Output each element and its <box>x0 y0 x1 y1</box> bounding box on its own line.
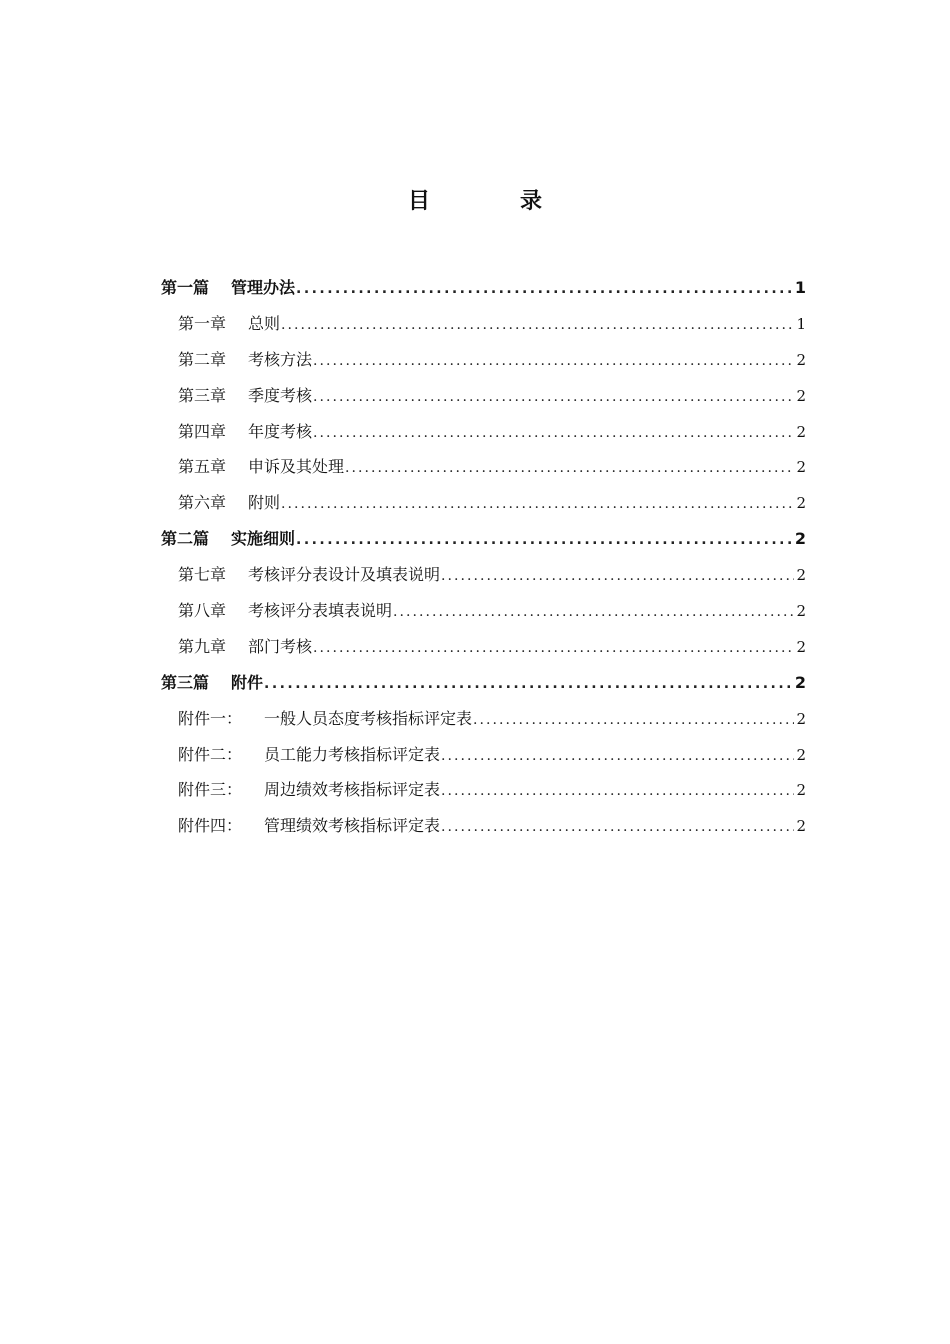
toc-entry-prefix: 第五章 <box>178 457 227 477</box>
toc-page-number: 2 <box>796 637 806 656</box>
toc-page-number: 2 <box>796 745 806 764</box>
toc-entry-title: 考核评分表设计及填表说明 <box>248 565 441 585</box>
toc-page-number: 2 <box>796 458 806 477</box>
toc-entry-title: 总则 <box>248 313 281 333</box>
dot-leader <box>473 703 794 739</box>
toc-entry-prefix: 第三篇 <box>161 672 210 692</box>
toc-entry-title: 员工能力考核指标评定表 <box>264 744 441 764</box>
toc-page-number: 1 <box>796 314 806 333</box>
toc-entry-prefix: 附件四： <box>178 816 243 836</box>
toc-entry-title: 季度考核 <box>248 385 313 405</box>
toc-entry-prefix: 附件一： <box>178 708 243 728</box>
toc-entry-title: 实施细则 <box>231 529 296 549</box>
toc-entry-prefix: 第一章 <box>178 313 227 333</box>
toc-page-number: 2 <box>794 672 806 692</box>
toc-entry-prefix: 附件三： <box>178 780 243 800</box>
toc-entry-title: 考核评分表填表说明 <box>248 601 393 621</box>
toc-page-number: 2 <box>796 709 806 728</box>
dot-leader <box>313 380 794 416</box>
dot-leader <box>296 523 793 559</box>
toc-entry-title: 管理办法 <box>231 278 296 297</box>
toc-appendix-2[interactable] <box>161 737 806 773</box>
toc-entry-title: 考核方法 <box>248 349 313 369</box>
toc-entry-title: 管理绩效考核指标评定表 <box>264 816 441 836</box>
toc-page-number: 2 <box>796 494 806 513</box>
toc-chapter-1[interactable] <box>161 306 806 342</box>
dot-leader <box>313 631 794 667</box>
toc-entry-title: 部门考核 <box>248 636 313 656</box>
toc-page-number: 2 <box>796 566 806 585</box>
toc-part-3[interactable] <box>161 665 806 701</box>
toc-entry-title: 一般人员态度考核指标评定表 <box>264 708 473 728</box>
toc-entry-prefix: 第六章 <box>178 493 227 513</box>
dot-leader <box>313 344 794 380</box>
toc-page-number: 2 <box>794 529 806 549</box>
toc-entry-prefix: 第二篇 <box>161 529 210 549</box>
toc-part-1[interactable] <box>161 270 806 306</box>
toc-entry-prefix: 附件二： <box>178 744 243 764</box>
toc-appendix-3[interactable] <box>161 772 806 808</box>
toc-entry-title: 年度考核 <box>248 421 313 441</box>
toc-page-number: 2 <box>796 350 806 369</box>
toc-entry-prefix: 第三章 <box>178 385 227 405</box>
toc-chapter-6[interactable] <box>161 485 806 521</box>
toc-entry-prefix: 第一篇 <box>161 278 210 297</box>
dot-leader <box>281 308 794 344</box>
toc-chapter-9[interactable] <box>161 629 806 665</box>
toc-chapter-8[interactable] <box>161 593 806 629</box>
toc-entry-title: 附件 <box>231 672 264 692</box>
toc-entry-prefix: 第七章 <box>178 565 227 585</box>
toc-page-number: 2 <box>796 781 806 800</box>
toc-chapter-3[interactable] <box>161 378 806 414</box>
toc-chapter-7[interactable] <box>161 557 806 593</box>
toc-appendix-1[interactable] <box>161 701 806 737</box>
toc-part-2[interactable] <box>161 521 806 557</box>
toc-heading: 目 录 <box>407 189 576 214</box>
toc-entry-title: 申诉及其处理 <box>248 457 345 477</box>
toc-page-number: 2 <box>796 386 806 405</box>
toc-page-number: 2 <box>796 817 806 836</box>
toc-page-number: 1 <box>794 278 806 297</box>
toc-entry-prefix: 第二章 <box>178 349 227 369</box>
toc-appendix-4[interactable] <box>161 808 806 844</box>
dot-leader <box>441 810 794 846</box>
toc-chapter-2[interactable] <box>161 342 806 378</box>
dot-leader <box>441 774 794 810</box>
toc-chapter-4[interactable] <box>161 414 806 450</box>
dot-leader <box>281 487 794 523</box>
toc-entry-title: 附则 <box>248 493 281 513</box>
toc-entry-title: 周边绩效考核指标评定表 <box>264 780 441 800</box>
dot-leader <box>313 416 794 452</box>
toc-page-number: 2 <box>796 422 806 441</box>
dot-leader <box>393 595 794 631</box>
dot-leader <box>441 739 794 775</box>
toc-entry-prefix: 第九章 <box>178 636 227 656</box>
dot-leader <box>296 272 793 308</box>
table-of-contents <box>161 270 806 844</box>
toc-chapter-5[interactable] <box>161 449 806 485</box>
dot-leader <box>264 667 793 703</box>
toc-entry-prefix: 第四章 <box>178 421 227 441</box>
dot-leader <box>441 559 794 595</box>
toc-entry-prefix: 第八章 <box>178 601 227 621</box>
toc-page-number: 2 <box>796 602 806 621</box>
dot-leader <box>345 451 794 487</box>
